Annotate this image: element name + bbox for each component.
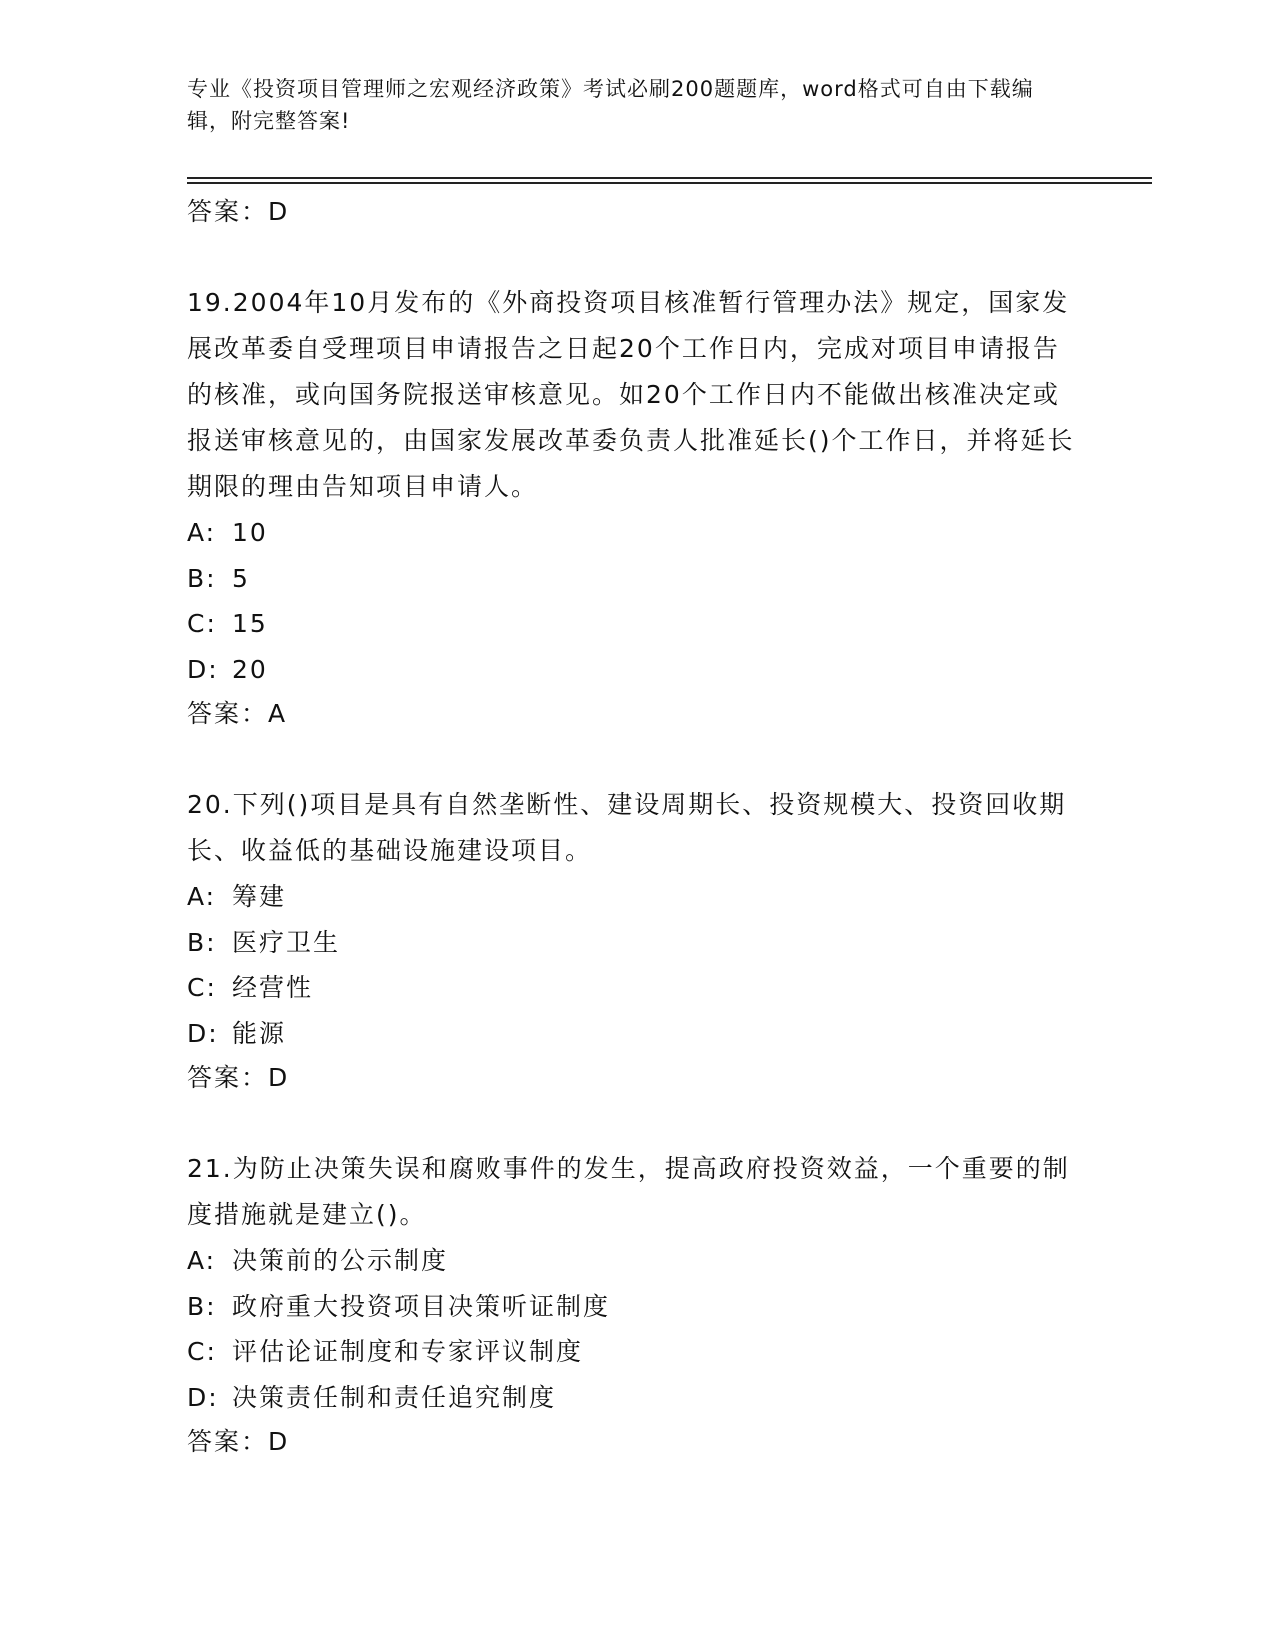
- option-b: [187, 556, 1077, 602]
- option-letter: D:: [187, 654, 219, 684]
- option-letter: C:: [187, 973, 217, 1002]
- option-d: [187, 1011, 1077, 1057]
- option-letter: A:: [187, 882, 217, 911]
- question-text: 20.下列()项目是具有自然垄断性、建设周期长、投资规模大、投资回收期长、收益低的基础设施建设项目。: [187, 790, 1067, 865]
- option-text: 决策前的公示制度: [232, 1246, 449, 1275]
- option-text: 决策责任制和责任追究制度: [232, 1382, 557, 1412]
- option-a: [187, 1238, 1077, 1284]
- answer-line: 答案：D: [187, 1427, 290, 1456]
- header-rule-bottom: [187, 182, 1152, 184]
- page-header: 专业《投资项目管理师之宏观经济政策》考试必刷200题题库，word格式可自由下载编辑，附完整答案!: [187, 77, 1034, 133]
- option-letter: A:: [187, 1246, 217, 1275]
- question-text: 19.2004年10月发布的《外商投资项目核准暂行管理办法》规定，国家发展改革委自受理项目申请报告之日起20个工作日内，完成对项目申请报告的核准，或向国务院报送审核意见。如20个工作日内不能做出核准决定或报送审核意见的，由国家发展改革委负责人批准延长()个工作日，并将延长期限的理由告知项目申请人。: [187, 288, 1075, 501]
- option-b: [187, 920, 1077, 966]
- option-a: [187, 510, 1077, 556]
- question-21: [187, 1146, 1077, 1464]
- option-text: 评估论证制度和专家评议制度: [232, 1337, 584, 1366]
- option-text: 能源: [232, 1018, 287, 1048]
- option-text: 10: [232, 518, 268, 547]
- option-letter: B:: [187, 927, 217, 957]
- question-text: 21.为防止决策失误和腐败事件的发生，提高政府投资效益，一个重要的制度措施就是建立()。: [187, 1154, 1070, 1229]
- option-c: [187, 965, 1077, 1011]
- option-letter: B:: [187, 1291, 217, 1321]
- option-letter: A:: [187, 518, 217, 547]
- option-text: 医疗卫生: [232, 927, 341, 957]
- option-text: 20: [232, 654, 268, 684]
- answer-line: 答案：A: [187, 699, 288, 728]
- option-a: [187, 874, 1077, 920]
- option-text: 5: [232, 563, 250, 593]
- question-content: [187, 190, 1077, 1464]
- option-text: 政府重大投资项目决策听证制度: [232, 1291, 611, 1321]
- option-letter: C:: [187, 1337, 217, 1366]
- question-20: [187, 782, 1077, 1100]
- option-d: [187, 1375, 1077, 1421]
- option-d: [187, 647, 1077, 693]
- previous-answer: 答案：D: [187, 197, 290, 226]
- option-text: 15: [232, 609, 268, 638]
- option-c: [187, 1329, 1077, 1375]
- answer-line: 答案：D: [187, 1063, 290, 1092]
- option-letter: D:: [187, 1382, 219, 1412]
- option-c: [187, 601, 1077, 647]
- option-letter: B:: [187, 563, 217, 593]
- question-19: [187, 280, 1077, 736]
- header-rule-top: [187, 177, 1152, 179]
- option-text: 经营性: [232, 973, 314, 1002]
- option-letter: D:: [187, 1018, 219, 1048]
- option-text: 筹建: [232, 882, 287, 911]
- option-letter: C:: [187, 609, 217, 638]
- option-b: [187, 1284, 1077, 1330]
